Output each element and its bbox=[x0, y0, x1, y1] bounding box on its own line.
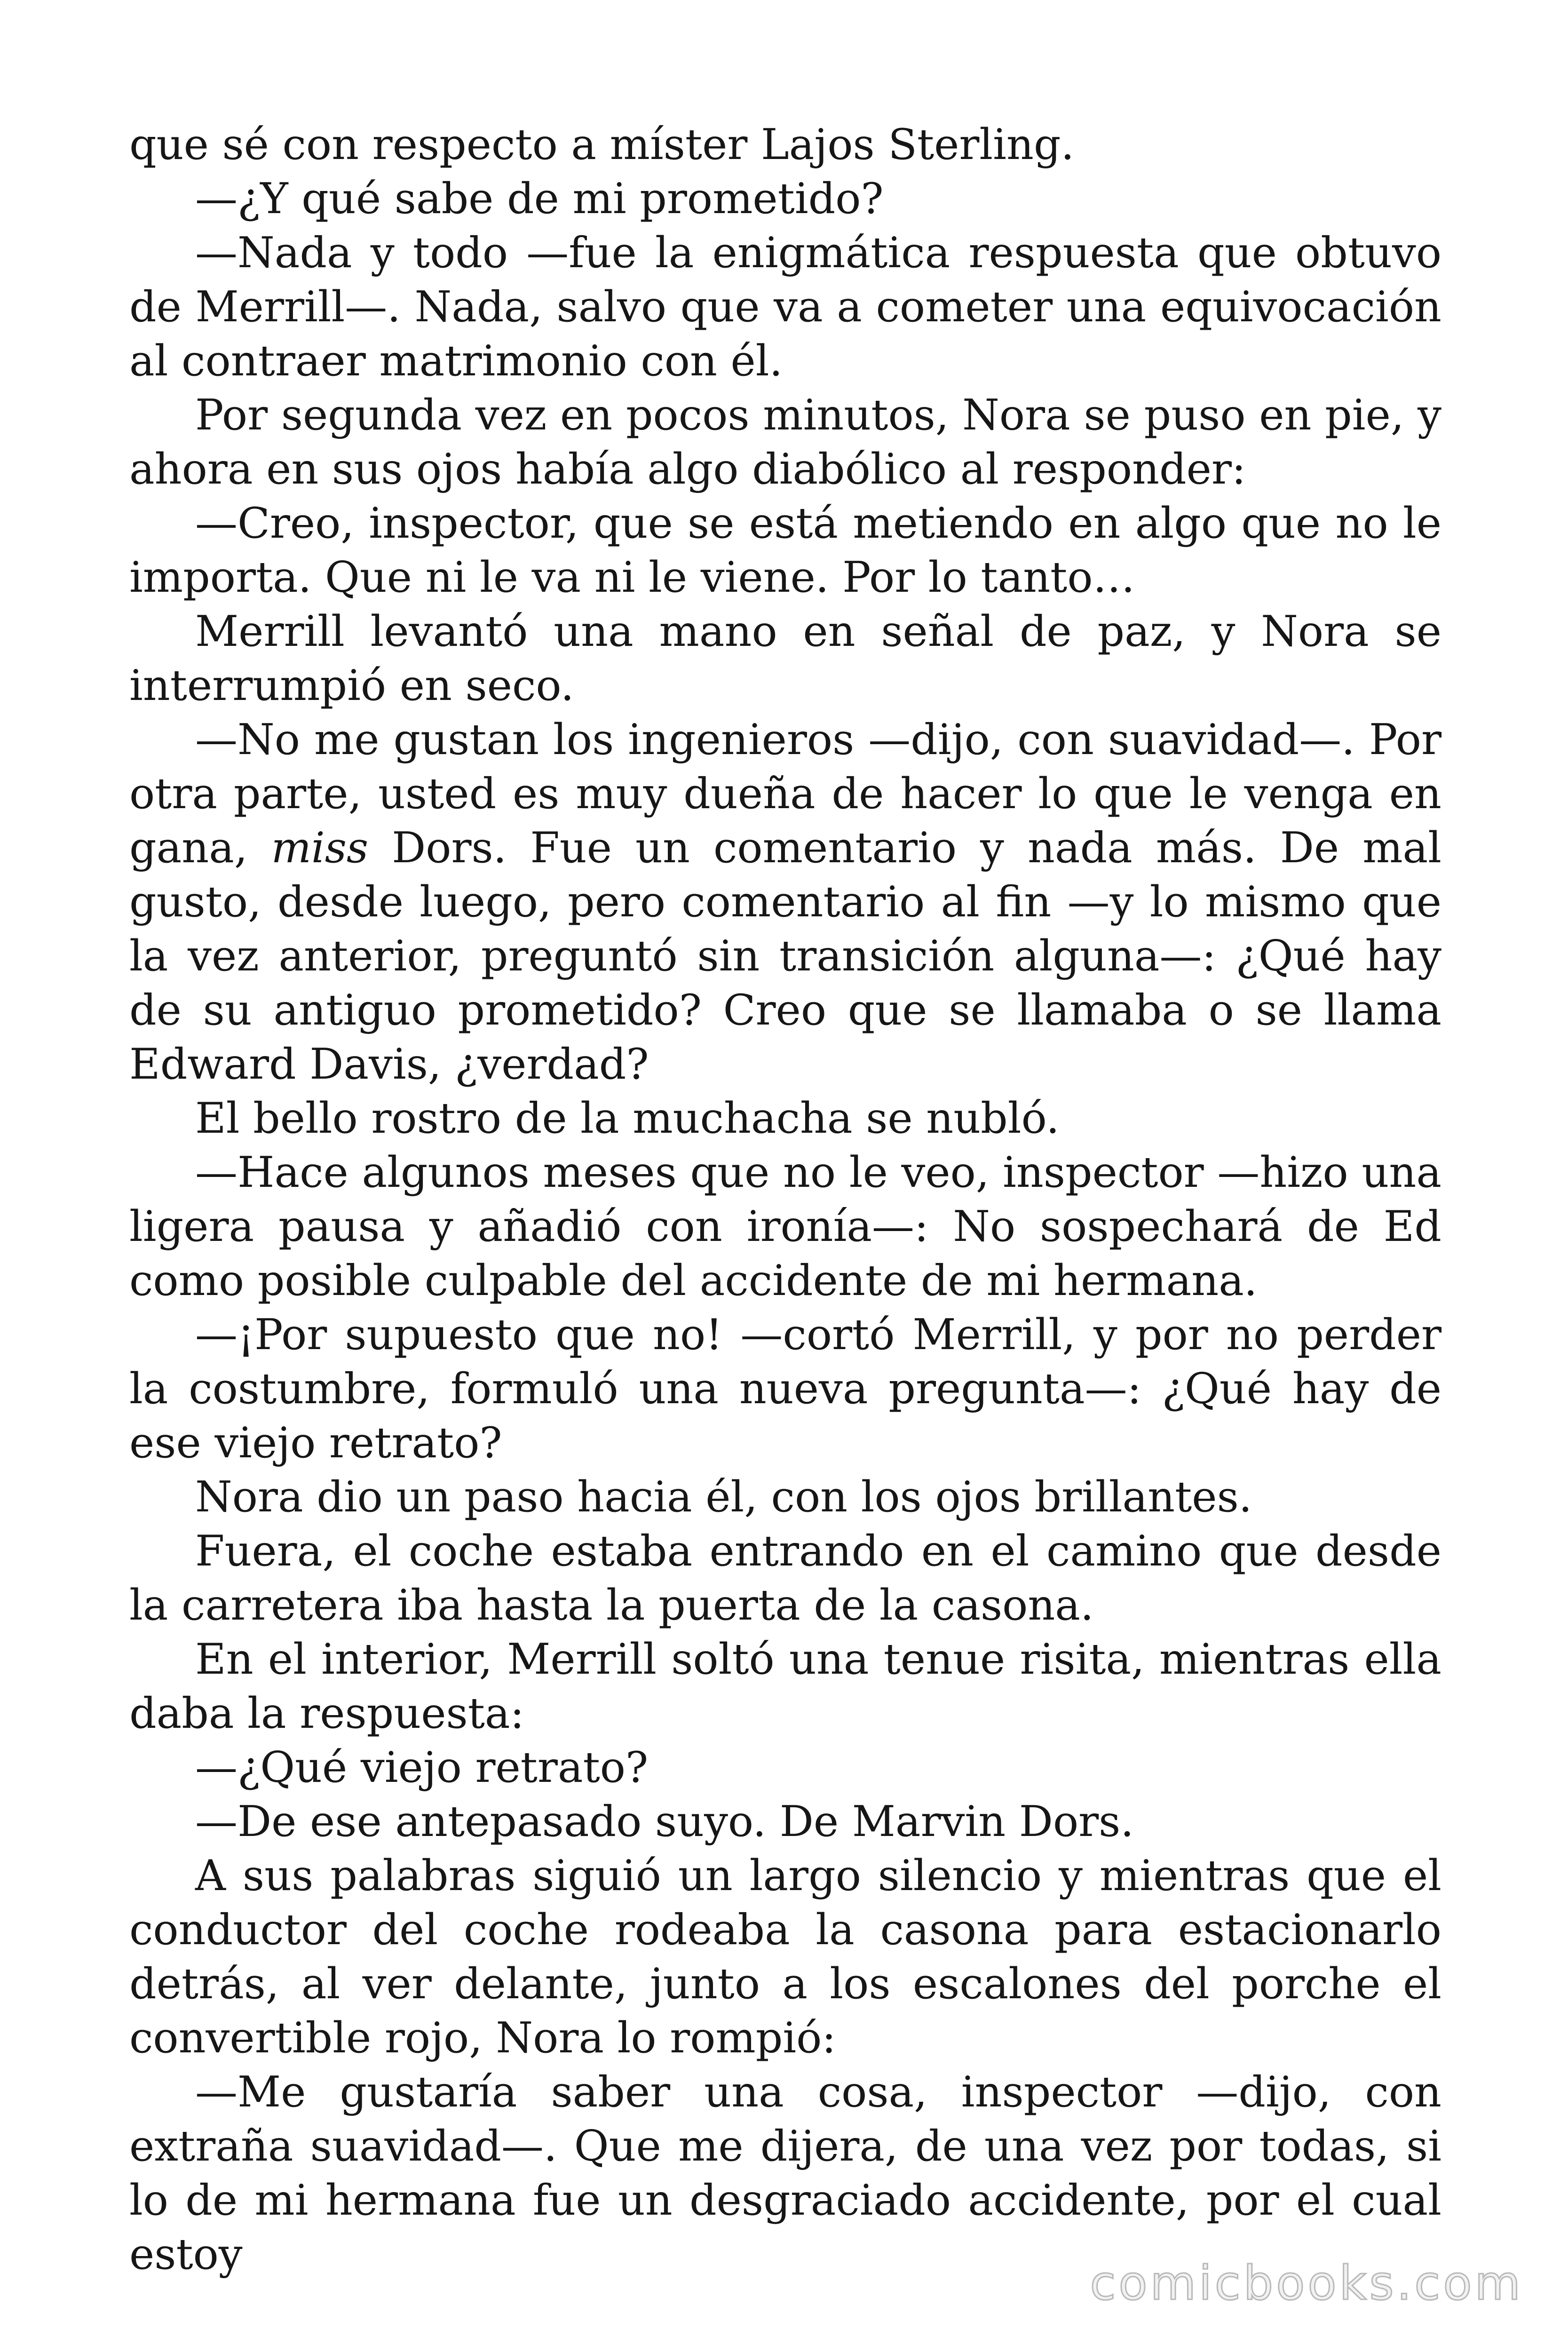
paragraph: —Creo, inspector, que se está metiendo en algo que no le importa. Que ni le va ni le viene. Por lo tanto… bbox=[129, 499, 1441, 602]
watermark-logo: comicbooks.com bbox=[1090, 2256, 1523, 2311]
paragraph: Por segunda vez en pocos minutos, Nora se puso en pie, y ahora en sus ojos había algo diabólico al responder: bbox=[129, 390, 1441, 494]
paragraph: En el interior, Merrill soltó una tenue risita, mientras ella daba la respuesta: bbox=[129, 1635, 1441, 1738]
paragraph-text: Dors. Fue un comentario y nada más. De mal gusto, desde luego, pero comentario al fin —y lo mismo que la vez anterior, preguntó sin transición alguna—: ¿Qué hay de su antiguo prometido? Creo que se llamaba o se llama Edward Davis, ¿verdad? bbox=[129, 823, 1441, 1089]
body-text bbox=[129, 118, 1441, 2281]
paragraph: —¿Qué viejo retrato? bbox=[195, 1743, 649, 1792]
paragraph: que sé con respecto a míster Lajos Sterling. bbox=[129, 120, 1075, 169]
paragraph: —De ese antepasado suyo. De Marvin Dors. bbox=[195, 1797, 1134, 1846]
paragraph bbox=[129, 713, 1441, 1091]
paragraph: —¿Y qué sabe de mi prometido? bbox=[195, 174, 884, 223]
paragraph: —Hace algunos meses que no le veo, inspector —hizo una ligera pausa y añadió con ironía—: No sospechará de Ed como posible culpable del accidente de mi hermana. bbox=[129, 1148, 1441, 1305]
paragraph: A sus palabras siguió un largo silencio y mientras que el conductor del coche rodeaba la casona para estacionarlo detrás, al ver delante, junto a los escalones del porche el convertible rojo, Nora lo rompió: bbox=[129, 1851, 1441, 2063]
paragraph: —Nada y todo —fue la enigmática respuesta que obtuvo de Merrill—. Nada, salvo que va a cometer una equivocación al contraer matrimonio con él. bbox=[129, 228, 1441, 386]
paragraph-text: —No me gustan los ingenieros —dijo, con suavidad—. Por otra parte, usted es muy dueña de hacer lo que le venga en gana, bbox=[129, 715, 1441, 873]
italic-word: miss bbox=[271, 823, 369, 873]
paragraph: El bello rostro de la muchacha se nubló. bbox=[195, 1094, 1060, 1143]
paragraph: Nora dio un paso hacia él, con los ojos brillantes. bbox=[195, 1472, 1252, 1522]
paragraph: Merrill levantó una mano en señal de paz, y Nora se interrumpió en seco. bbox=[129, 607, 1441, 710]
paragraph: Fuera, el coche estaba entrando en el camino que desde la carretera iba hasta la puerta de la casona. bbox=[129, 1526, 1441, 1630]
paragraph: —¡Por supuesto que no! —cortó Merrill, y por no perder la costumbre, formuló una nueva pregunta—: ¿Qué hay de ese viejo retrato? bbox=[129, 1310, 1441, 1468]
paragraph: —Me gustaría saber una cosa, inspector —dijo, con extraña suavidad—. Que me dijera, de una vez por todas, si lo de mi hermana fue un desgraciado accidente, por el cual estoy bbox=[129, 2067, 1441, 2279]
